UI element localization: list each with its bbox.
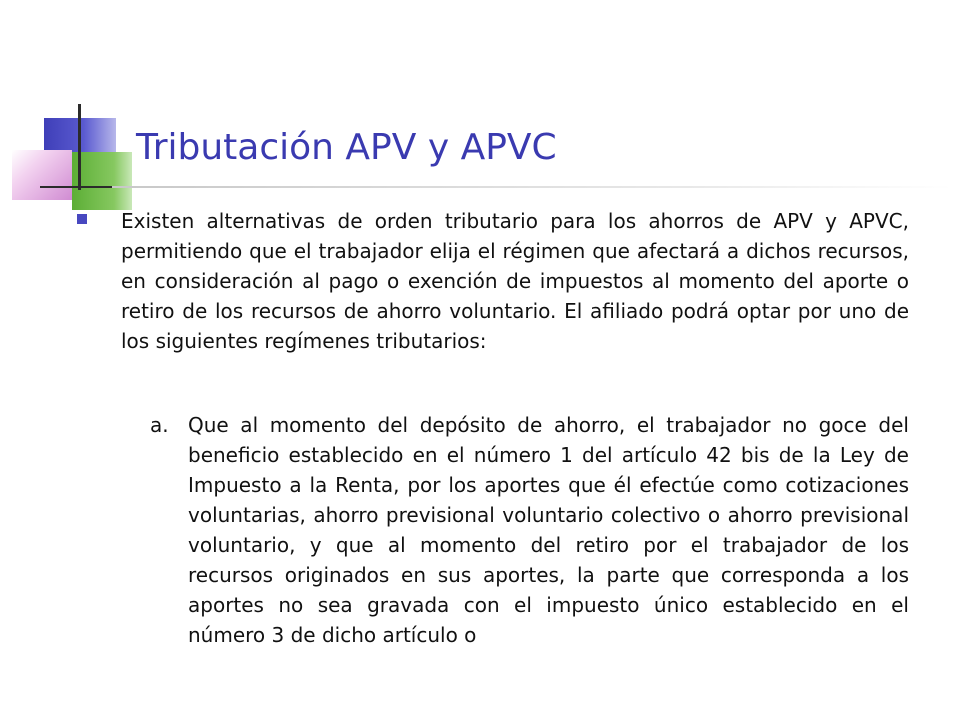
sub-item-paragraph: Que al momento del depósito de ahorro, el trabajador no goce del beneficio establecido en el número 1 del artículo 42 bis de la Ley de Impuesto a la Renta, por los aportes que él efectúe como cotizaciones voluntarias, ahorro previsional voluntario colectivo o ahorro previsional voluntario, y que al momento del retiro por el trabajador de los recursos originados en sus aportes, la parte que corresponda a los aportes no sea gravada con el impuesto único establecido en el número 3 de dicho artículo o [188,413,909,647]
title-underline-rule [112,186,952,188]
square-bullet-icon [77,214,87,224]
decorative-vertical-line [78,104,81,190]
decorative-pink-square [12,150,72,200]
sub-item-marker: a. [150,413,169,437]
bullet-paragraph: Existen alternativas de orden tributario para los ahorros de APV y APVC, permitiendo que el trabajador elija el régimen que afectará a dichos recursos, en consideración al pago o exención de impuestos al momento del aporte o retiro de los recursos de ahorro voluntario. El afiliado podrá optar por uno de los siguientes regímenes tributarios: [121,209,909,353]
slide-title: Tributación APV y APVC [136,127,557,168]
decorative-green-square [72,152,132,210]
